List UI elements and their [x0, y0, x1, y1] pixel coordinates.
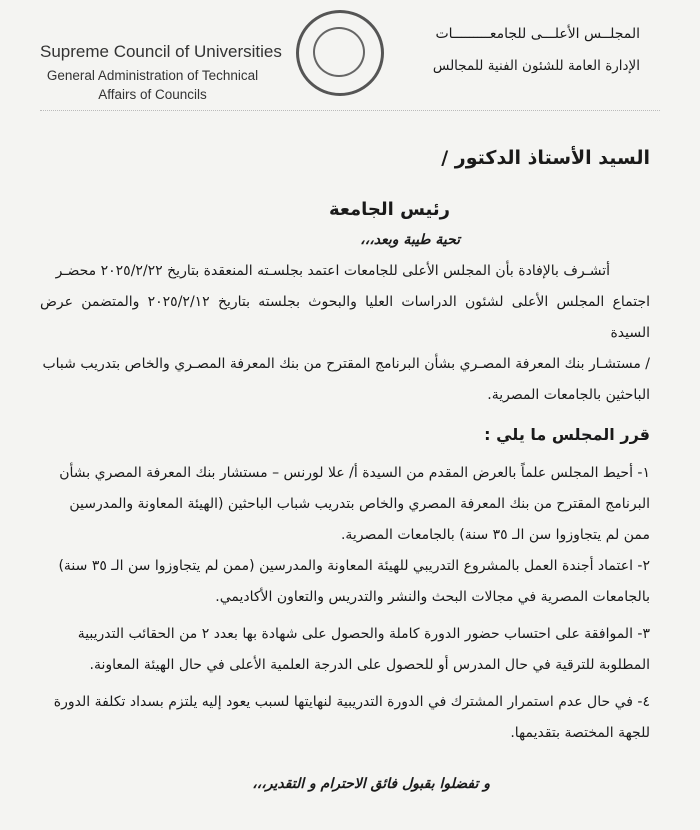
item-2-line: ٢- اعتماد أجندة العمل بالمشروع التدريبي للهيئة المعاونة والمدرسين (ممن لم يتجاوزوا سن الـ ٣٥ سنة)	[58, 558, 650, 574]
header-ar-title: المجلــس الأعلـــى للجامعـــــــــات	[435, 26, 640, 42]
item-1-line: ممن لم يتجاوزوا سن الـ ٣٥ سنة) بالجامعات المصرية.	[340, 527, 650, 543]
header-en-title: Supreme Council of Universities	[40, 42, 282, 61]
item-4-line: ٤- في حال عدم استمرار المشترك في الدورة التدريبية لنهايتها لسبب يعود إليه يلتزم بسداد تكلفة الدورة	[53, 694, 650, 710]
letter-body	[0, 125, 700, 830]
decision-item-4	[40, 687, 650, 749]
item-2-line: بالجامعات المصرية في مجالات البحث والنشر والتدريس والتعاون الأكاديمي.	[215, 589, 650, 605]
body-line: الباحثين بالجامعات المصرية.	[487, 387, 650, 403]
recipient: رئيس الجامعة	[328, 199, 450, 220]
header-ar-sub: الإدارة العامة للشئون الفنية للمجالس	[432, 58, 640, 74]
greeting: تحية طيبة وبعد،،،	[360, 232, 460, 248]
item-4-line: للجهة المختصة بتقديمها.	[510, 725, 650, 741]
body-line: أتشـرف بالإفادة بأن المجلس الأعلى للجامعات اعتمد بجلسـته المنعقدة بتاريخ ٢٠٢٥/٢/٢٢ محضـر	[55, 263, 610, 279]
decision-item-2	[40, 551, 650, 613]
salutation: السيد الأستاذ الدكتور /	[441, 147, 650, 169]
item-1-line: ١- أحيط المجلس علماً بالعرض المقدم من السيدة أ/ علا لورنس – مستشار بنك المعرفة المصري بشأن	[59, 465, 650, 481]
item-3-line: ٣- الموافقة على احتساب حضور الدورة كاملة والحصول على شهادة بها بعدد ٢ من الحقائب التدريبية	[77, 626, 650, 642]
item-3-line: المطلوبة للترقية في حال المدرس أو للحصول على الدرجة العلمية الأعلى في حال الهيئة المعاونة.	[89, 657, 650, 673]
header-divider	[40, 110, 660, 111]
closing: و تفضلوا بقبول فائق الاحترام و التقدير،،،	[252, 776, 490, 792]
decision-heading: قرر المجلس ما يلي :	[484, 425, 650, 444]
decision-item-1	[40, 458, 650, 551]
body-line: / مستشـار بنك المعرفة المصـري بشأن البرنامج المقترح من بنك المعرفة المصـري والخاص بتدريب شباب	[42, 356, 650, 372]
header-en-sub2: Affairs of Councils	[98, 87, 207, 102]
university-seal-logo	[296, 10, 384, 96]
header-en-sub1: General Administration of Technical	[46, 68, 259, 83]
letterhead	[0, 0, 700, 125]
decision-item-3	[40, 619, 650, 681]
item-1-line: البرنامج المقترح من بنك المعرفة المصري والخاص بتدريب شباب الباحثين (الهيئة المعاونة والمدرسين	[69, 496, 650, 512]
body-line: اجتماع المجلس الأعلى لشئون الدراسات العليا والبحوث بجلسته بتاريخ ٢٠٢٥/٢/١٢ والمتضمن عرض السيدة	[40, 294, 650, 341]
